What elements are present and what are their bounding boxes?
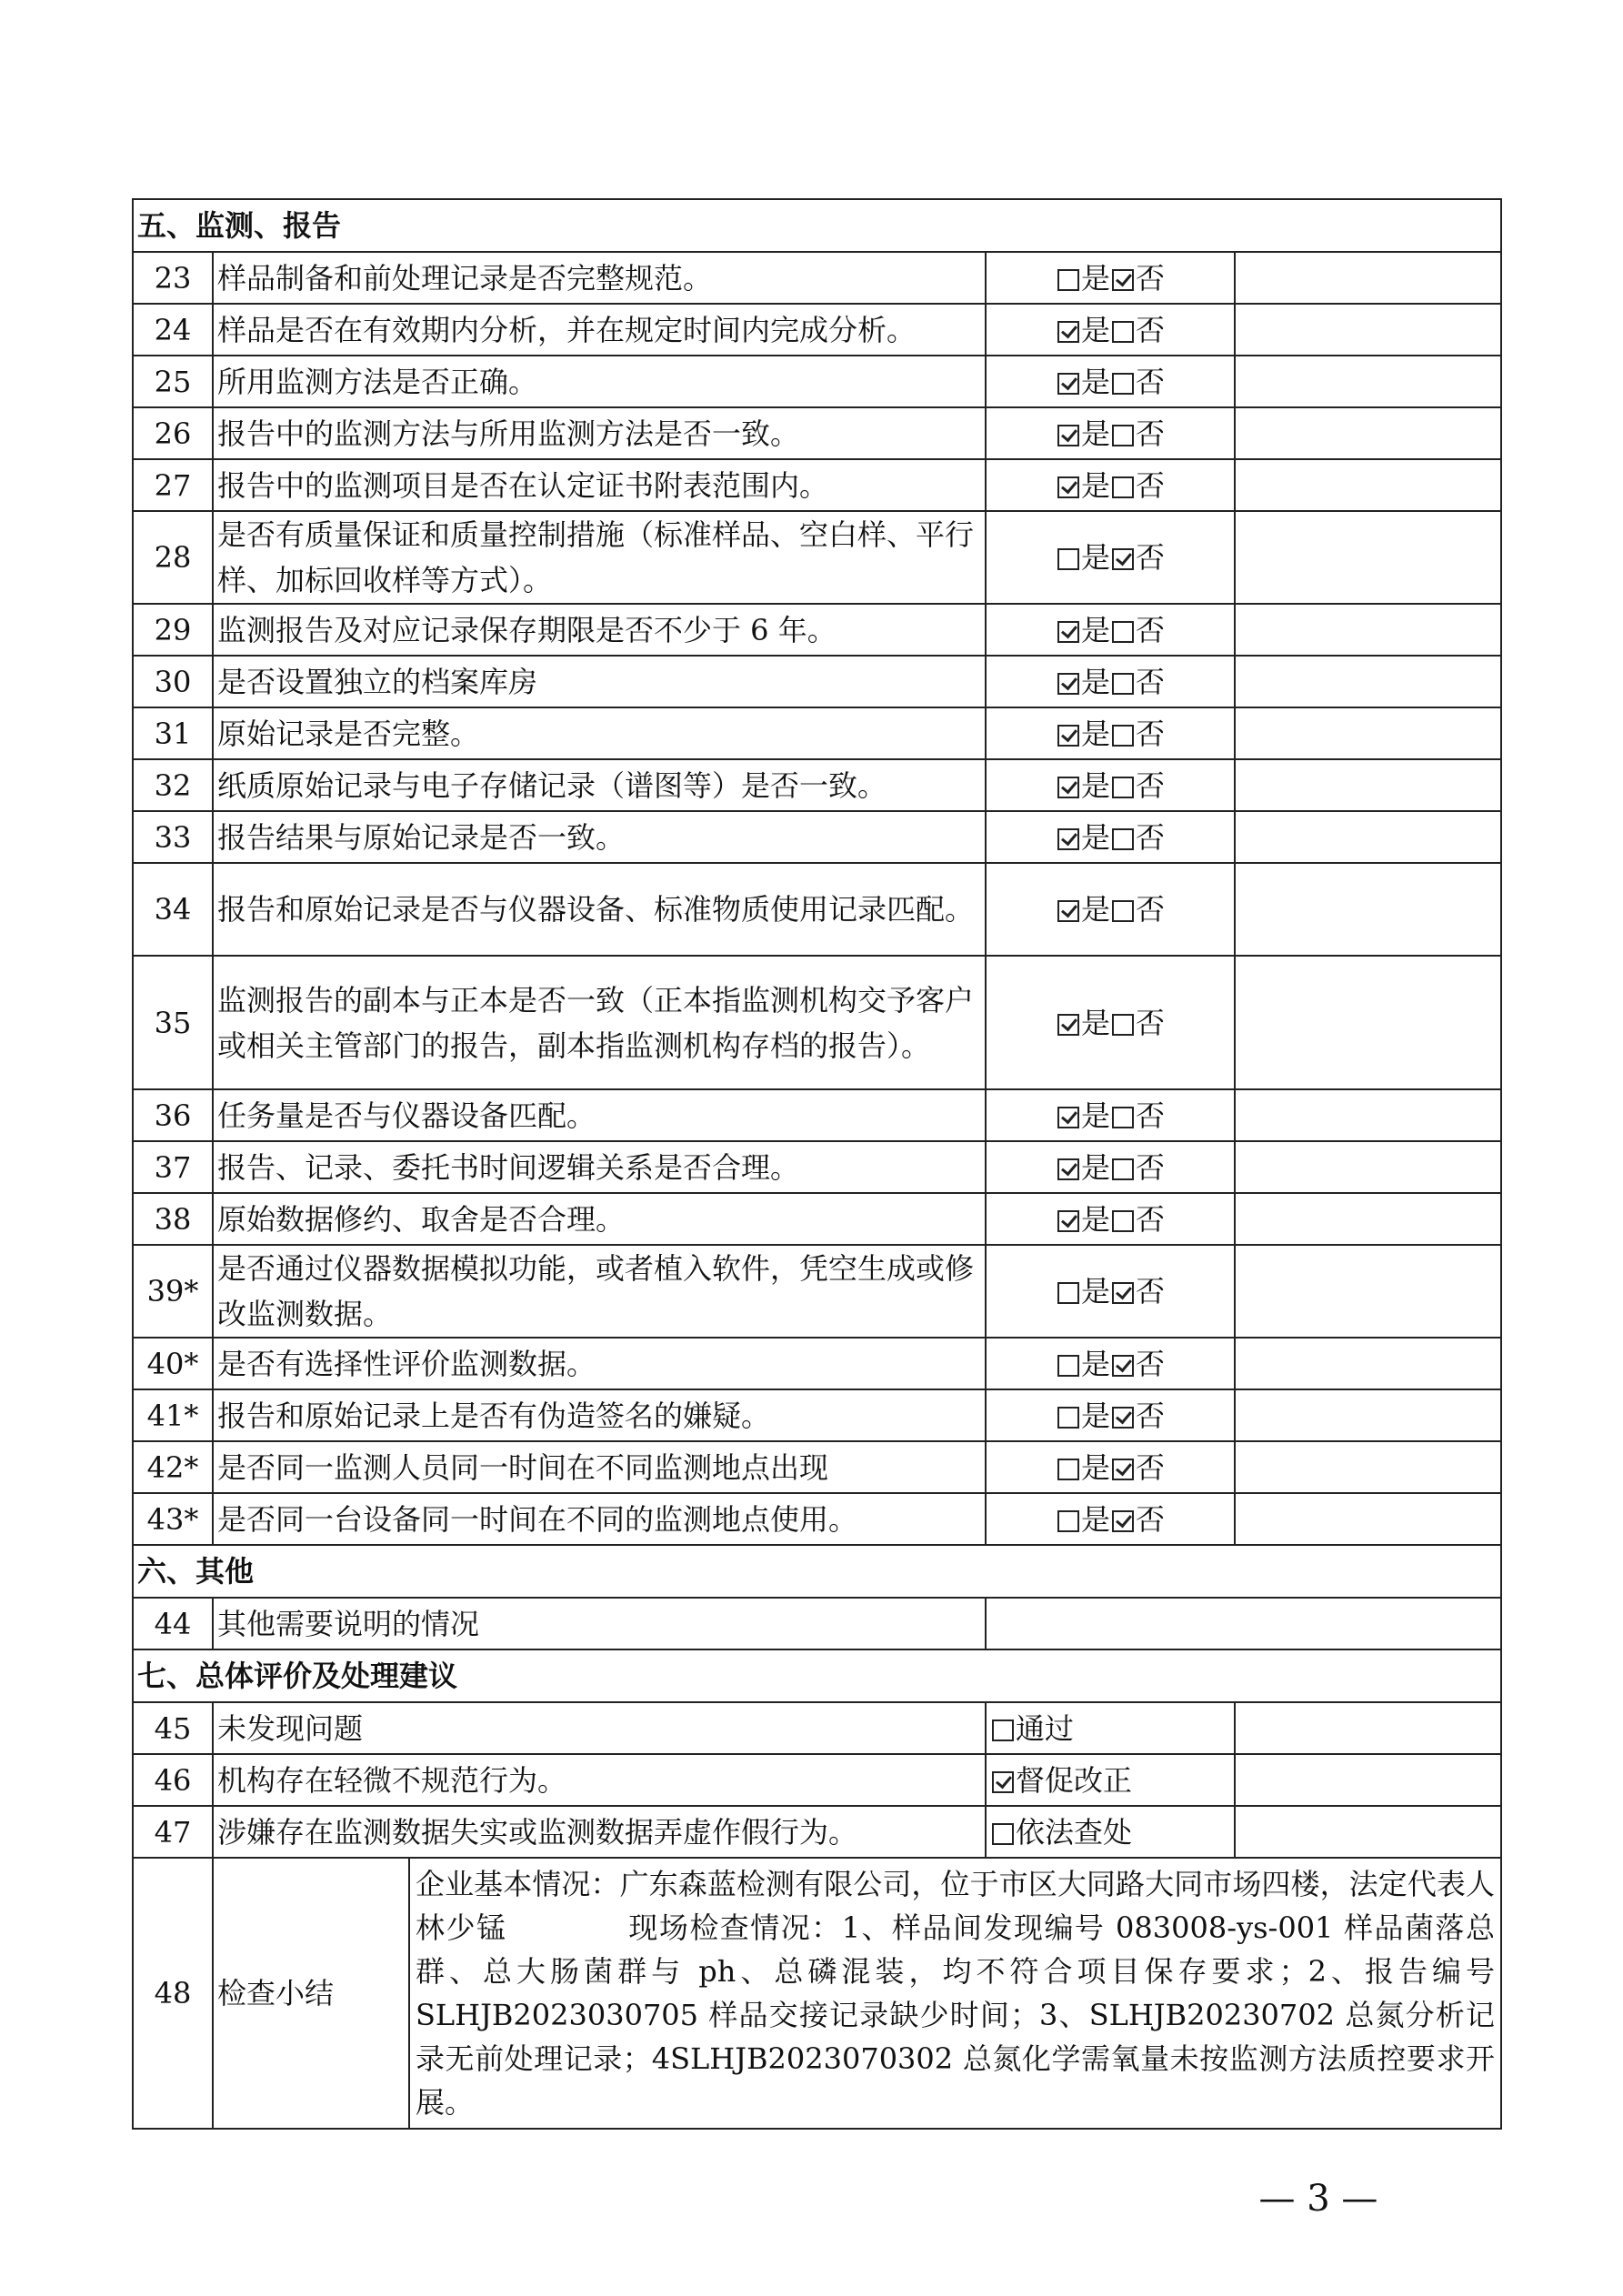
row-question: 是否同一台设备同一时间在不同的监测地点使用。 [213, 1493, 986, 1545]
yes-no-choice [986, 459, 1235, 511]
row-number: 39* [133, 1245, 213, 1338]
yes-no-choice [986, 304, 1235, 356]
section-header [133, 199, 1501, 252]
no-label: 否 [1136, 1149, 1166, 1185]
remarks-cell[interactable] [1235, 1245, 1501, 1338]
no-checkbox[interactable] [1112, 673, 1134, 695]
no-checkbox[interactable] [1112, 1014, 1134, 1036]
row-question: 是否通过仪器数据模拟功能，或者植入软件，凭空生成或修改监测数据。 [213, 1245, 986, 1338]
yes-no-choice [986, 1389, 1235, 1441]
row-question: 报告和原始记录是否与仪器设备、标准物质使用记录匹配。 [213, 863, 986, 956]
row-number: 47 [133, 1806, 213, 1858]
yes-checkbox[interactable] [1057, 1510, 1079, 1532]
evaluation-row [133, 1702, 1501, 1754]
row-number: 36 [133, 1089, 213, 1141]
checklist-row [133, 1245, 1501, 1338]
yes-no-choice [986, 811, 1235, 863]
row-number: 40* [133, 1338, 213, 1389]
row-number: 37 [133, 1141, 213, 1193]
yes-no-choice [986, 1141, 1235, 1193]
no-label: 否 [1136, 1098, 1166, 1133]
yes-label: 是 [1080, 612, 1110, 647]
option-label: 督促改正 [1016, 1762, 1133, 1798]
checklist-row [133, 459, 1501, 511]
yes-checkbox[interactable] [1057, 1355, 1079, 1377]
no-label: 否 [1136, 260, 1166, 296]
yes-no-choice [986, 1493, 1235, 1545]
row-question: 报告、记录、委托书时间逻辑关系是否合理。 [213, 1141, 986, 1193]
yes-label: 是 [1080, 540, 1110, 575]
yes-label: 是 [1080, 260, 1110, 296]
section-title: 六、其他 [133, 1545, 1501, 1598]
summary-label: 检查小结 [213, 1858, 409, 2129]
yes-no-choice [986, 863, 1235, 956]
remarks-cell[interactable] [1235, 1141, 1501, 1193]
yes-no-choice [986, 656, 1235, 707]
row-question: 原始数据修约、取舍是否合理。 [213, 1193, 986, 1245]
no-label: 否 [1136, 1274, 1166, 1308]
no-label: 否 [1136, 467, 1166, 503]
row-number: 23 [133, 252, 213, 304]
evaluation-option [986, 1806, 1235, 1858]
no-label: 否 [1136, 819, 1166, 855]
row-number: 41* [133, 1389, 213, 1441]
yes-checkbox[interactable] [1057, 621, 1079, 643]
no-checkbox[interactable] [1112, 1158, 1134, 1180]
row-number: 48 [133, 1858, 213, 2129]
checklist-row [133, 759, 1501, 811]
row-question: 报告结果与原始记录是否一致。 [213, 811, 986, 863]
checklist-row [133, 304, 1501, 356]
yes-no-choice [986, 956, 1235, 1089]
no-label: 否 [1136, 416, 1166, 451]
row-number: 34 [133, 863, 213, 956]
yes-checkbox[interactable] [1057, 373, 1079, 395]
row-number: 31 [133, 707, 213, 759]
no-checkbox[interactable] [1112, 1459, 1134, 1480]
remarks-cell[interactable] [1235, 252, 1501, 304]
remarks-cell[interactable] [1235, 956, 1501, 1089]
row-question: 监测报告的副本与正本是否一致（正本指监测机构交予客户或相关主管部门的报告，副本指监测机构存档的报告）。 [213, 956, 986, 1089]
no-checkbox[interactable] [1112, 1355, 1134, 1377]
section-header [133, 1545, 1501, 1598]
row-question: 任务量是否与仪器设备匹配。 [213, 1089, 986, 1141]
row-number: 29 [133, 604, 213, 656]
remarks-cell[interactable] [1235, 707, 1501, 759]
row-question: 其他需要说明的情况 [213, 1598, 986, 1649]
row-question: 涉嫌存在监测数据失实或监测数据弄虚作假行为。 [213, 1806, 986, 1858]
yes-label: 是 [1080, 1201, 1110, 1237]
row-number: 32 [133, 759, 213, 811]
checklist-row [133, 956, 1501, 1089]
option-label: 通过 [1016, 1710, 1075, 1746]
no-checkbox[interactable] [1112, 269, 1134, 291]
yes-label: 是 [1080, 467, 1110, 503]
checklist-row [133, 707, 1501, 759]
yes-label: 是 [1080, 664, 1110, 699]
yes-label: 是 [1080, 1149, 1110, 1185]
evaluation-option [986, 1754, 1235, 1806]
no-checkbox[interactable] [1112, 725, 1134, 747]
yes-label: 是 [1080, 892, 1110, 927]
remarks-cell[interactable] [1235, 407, 1501, 459]
section-title: 七、总体评价及处理建议 [133, 1649, 1501, 1702]
remarks-cell[interactable] [1235, 1806, 1501, 1858]
checklist-row [133, 407, 1501, 459]
checklist-row [133, 511, 1501, 604]
no-label: 否 [1136, 1346, 1166, 1381]
option-checkbox[interactable] [992, 1771, 1014, 1793]
remarks-cell[interactable] [1235, 1493, 1501, 1545]
yes-label: 是 [1080, 1098, 1110, 1133]
checklist-row [133, 863, 1501, 956]
summary-text: 企业基本情况：广东森蓝检测有限公司，位于市区大同路大同市场四楼，法定代表人林少锰 现场检查情况：1、样品间发现编号 083008-ys-001 样品菌落总群、总大肠菌群与 ph、总磷混装，均不符合项目保存要求；2、报告编号 SLHJB2023030705 样品交接记录缺少时间；3、SLHJB20230702 总氮分析记录无前处理记录；4SLHJB2023070302 总氮化学需氧量未按监测方法质控要求开展。 [409, 1858, 1501, 2129]
yes-checkbox[interactable] [1057, 1107, 1079, 1128]
no-label: 否 [1136, 364, 1166, 399]
remarks-cell[interactable] [1235, 863, 1501, 956]
no-label: 否 [1136, 1398, 1166, 1433]
row-question: 未发现问题 [213, 1702, 986, 1754]
no-checkbox[interactable] [1112, 425, 1134, 446]
no-label: 否 [1136, 892, 1166, 927]
yes-checkbox[interactable] [1057, 777, 1079, 798]
other-notes-cell[interactable] [986, 1598, 1501, 1649]
yes-label: 是 [1080, 716, 1110, 751]
row-question: 报告中的监测方法与所用监测方法是否一致。 [213, 407, 986, 459]
no-checkbox[interactable] [1112, 621, 1134, 643]
yes-no-choice [986, 407, 1235, 459]
yes-checkbox[interactable] [1057, 1210, 1079, 1232]
no-checkbox[interactable] [1112, 548, 1134, 570]
no-label: 否 [1136, 767, 1166, 803]
remarks-cell[interactable] [1235, 604, 1501, 656]
row-number: 26 [133, 407, 213, 459]
page-number: — 3 — [1258, 2178, 1378, 2220]
row-number: 35 [133, 956, 213, 1089]
row-number: 27 [133, 459, 213, 511]
remarks-cell[interactable] [1235, 759, 1501, 811]
row-number: 28 [133, 511, 213, 604]
yes-no-choice [986, 1338, 1235, 1389]
no-label: 否 [1136, 1449, 1166, 1485]
yes-label: 是 [1080, 1005, 1110, 1040]
yes-label: 是 [1080, 1346, 1110, 1381]
row-question: 是否同一监测人员同一时间在不同监测地点出现 [213, 1441, 986, 1493]
no-label: 否 [1136, 664, 1166, 699]
yes-label: 是 [1080, 364, 1110, 399]
checklist-row [133, 1338, 1501, 1389]
summary-row [133, 1858, 1501, 2129]
row-number: 30 [133, 656, 213, 707]
yes-label: 是 [1080, 1398, 1110, 1433]
no-label: 否 [1136, 1201, 1166, 1237]
yes-no-choice [986, 1441, 1235, 1493]
yes-checkbox[interactable] [1057, 425, 1079, 446]
no-checkbox[interactable] [1112, 321, 1134, 343]
no-label: 否 [1136, 540, 1166, 575]
yes-checkbox[interactable] [1057, 548, 1079, 570]
row-number: 24 [133, 304, 213, 356]
no-checkbox[interactable] [1112, 777, 1134, 798]
row-number: 43* [133, 1493, 213, 1545]
row-question: 监测报告及对应记录保存期限是否不少于 6 年。 [213, 604, 986, 656]
remarks-cell[interactable] [1235, 811, 1501, 863]
option-label: 依法查处 [1016, 1814, 1133, 1850]
yes-checkbox[interactable] [1057, 725, 1079, 747]
checklist-row [133, 604, 1501, 656]
row-question: 样品制备和前处理记录是否完整规范。 [213, 252, 986, 304]
yes-no-choice [986, 1089, 1235, 1141]
yes-label: 是 [1080, 1274, 1110, 1308]
yes-label: 是 [1080, 819, 1110, 855]
no-label: 否 [1136, 612, 1166, 647]
yes-checkbox[interactable] [1057, 828, 1079, 850]
yes-checkbox[interactable] [1057, 1282, 1079, 1304]
yes-checkbox[interactable] [1057, 900, 1079, 922]
yes-checkbox[interactable] [1057, 476, 1079, 498]
checklist-row [133, 1141, 1501, 1193]
no-label: 否 [1136, 1501, 1166, 1537]
yes-label: 是 [1080, 312, 1110, 347]
remarks-cell[interactable] [1235, 1193, 1501, 1245]
no-checkbox[interactable] [1112, 476, 1134, 498]
remarks-cell[interactable] [1235, 1702, 1501, 1754]
section-header [133, 1649, 1501, 1702]
evaluation-row [133, 1754, 1501, 1806]
row-question: 报告和原始记录上是否有伪造签名的嫌疑。 [213, 1389, 986, 1441]
yes-checkbox[interactable] [1057, 1407, 1079, 1429]
other-row [133, 1598, 1501, 1649]
row-number: 25 [133, 356, 213, 407]
no-checkbox[interactable] [1112, 900, 1134, 922]
row-number: 42* [133, 1441, 213, 1493]
yes-label: 是 [1080, 1449, 1110, 1485]
row-question: 所用监测方法是否正确。 [213, 356, 986, 407]
remarks-cell[interactable] [1235, 1338, 1501, 1389]
checklist-row [133, 811, 1501, 863]
row-question: 是否有质量保证和质量控制措施（标准样品、空白样、平行样、加标回收样等方式）。 [213, 511, 986, 604]
row-number: 33 [133, 811, 213, 863]
no-checkbox[interactable] [1112, 1407, 1134, 1429]
no-checkbox[interactable] [1112, 1510, 1134, 1532]
yes-no-choice [986, 604, 1235, 656]
section-title: 五、监测、报告 [133, 199, 1501, 252]
yes-label: 是 [1080, 416, 1110, 451]
remarks-cell[interactable] [1235, 1389, 1501, 1441]
yes-checkbox[interactable] [1057, 673, 1079, 695]
yes-no-choice [986, 511, 1235, 604]
remarks-cell[interactable] [1235, 511, 1501, 604]
remarks-cell[interactable] [1235, 1089, 1501, 1141]
row-question: 样品是否在有效期内分析，并在规定时间内完成分析。 [213, 304, 986, 356]
row-question: 是否有选择性评价监测数据。 [213, 1338, 986, 1389]
no-checkbox[interactable] [1112, 828, 1134, 850]
checklist-row [133, 1389, 1501, 1441]
row-question: 原始记录是否完整。 [213, 707, 986, 759]
yes-checkbox[interactable] [1057, 321, 1079, 343]
row-question: 机构存在轻微不规范行为。 [213, 1754, 986, 1806]
yes-label: 是 [1080, 767, 1110, 803]
no-label: 否 [1136, 716, 1166, 751]
yes-no-choice [986, 252, 1235, 304]
checklist-row [133, 1493, 1501, 1545]
row-question: 报告中的监测项目是否在认定证书附表范围内。 [213, 459, 986, 511]
checklist-row [133, 252, 1501, 304]
no-checkbox[interactable] [1112, 1282, 1134, 1304]
yes-checkbox[interactable] [1057, 1158, 1079, 1180]
row-number: 46 [133, 1754, 213, 1806]
row-number: 38 [133, 1193, 213, 1245]
yes-no-choice [986, 1193, 1235, 1245]
no-checkbox[interactable] [1112, 1107, 1134, 1128]
no-label: 否 [1136, 312, 1166, 347]
option-checkbox[interactable] [992, 1823, 1014, 1845]
inspection-table [132, 198, 1502, 2130]
option-checkbox[interactable] [992, 1719, 1014, 1741]
yes-checkbox[interactable] [1057, 269, 1079, 291]
no-checkbox[interactable] [1112, 373, 1134, 395]
yes-no-choice [986, 707, 1235, 759]
yes-label: 是 [1080, 1501, 1110, 1537]
yes-checkbox[interactable] [1057, 1459, 1079, 1480]
yes-no-choice [986, 1245, 1235, 1338]
row-question: 是否设置独立的档案库房 [213, 656, 986, 707]
remarks-cell[interactable] [1235, 304, 1501, 356]
evaluation-option [986, 1702, 1235, 1754]
checklist-row [133, 1089, 1501, 1141]
remarks-cell[interactable] [1235, 1754, 1501, 1806]
remarks-cell[interactable] [1235, 1441, 1501, 1493]
no-checkbox[interactable] [1112, 1210, 1134, 1232]
checklist-row [133, 1441, 1501, 1493]
remarks-cell[interactable] [1235, 459, 1501, 511]
yes-no-choice [986, 759, 1235, 811]
remarks-cell[interactable] [1235, 356, 1501, 407]
checklist-row [133, 1193, 1501, 1245]
no-label: 否 [1136, 1005, 1166, 1040]
checklist-row [133, 356, 1501, 407]
row-question: 纸质原始记录与电子存储记录（谱图等）是否一致。 [213, 759, 986, 811]
yes-no-choice [986, 356, 1235, 407]
checklist-row [133, 656, 1501, 707]
yes-checkbox[interactable] [1057, 1014, 1079, 1036]
evaluation-row [133, 1806, 1501, 1858]
remarks-cell[interactable] [1235, 656, 1501, 707]
row-number: 45 [133, 1702, 213, 1754]
row-number: 44 [133, 1598, 213, 1649]
